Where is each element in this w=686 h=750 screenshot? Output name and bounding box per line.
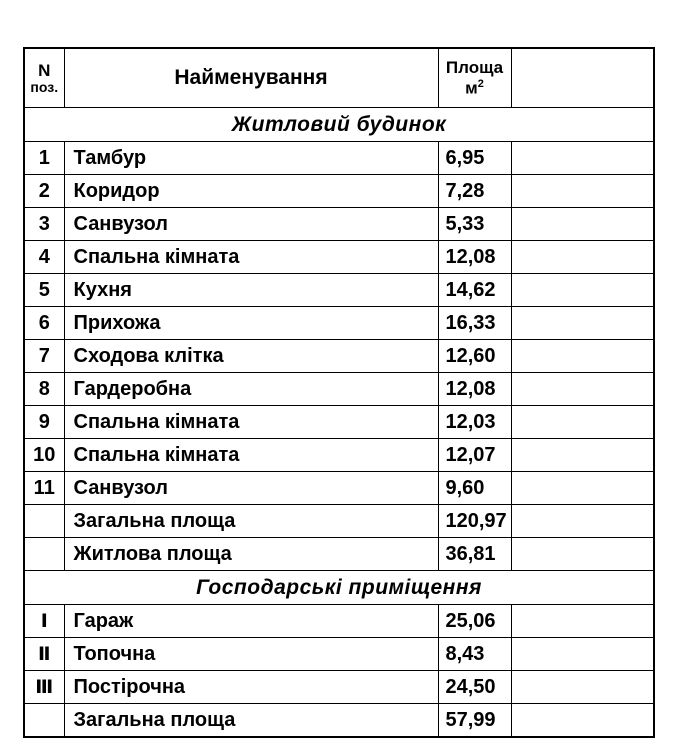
table-row	[24, 241, 654, 274]
pos-cell: Ⅲ	[24, 671, 64, 704]
note-cell	[511, 241, 654, 274]
pos-cell: 7	[24, 340, 64, 373]
pos-cell: 2	[24, 175, 64, 208]
table-row	[24, 638, 654, 671]
name-cell: Тамбур	[64, 142, 438, 175]
total-value: 36,81	[438, 538, 511, 571]
total-value: 57,99	[438, 704, 511, 738]
name-cell: Гараж	[64, 605, 438, 638]
total-row	[24, 704, 654, 738]
area-cell: 12,08	[438, 241, 511, 274]
total-label: Загальна площа	[64, 505, 438, 538]
note-cell	[511, 472, 654, 505]
pos-cell: Ⅰ	[24, 605, 64, 638]
header-name-label: Найменування	[174, 66, 328, 89]
table-row	[24, 307, 654, 340]
area-cell: 12,08	[438, 373, 511, 406]
note-cell	[511, 605, 654, 638]
pos-cell: 5	[24, 274, 64, 307]
note-cell	[511, 274, 654, 307]
section-title-residential: Житловий будинок	[24, 108, 654, 142]
pos-cell-empty	[24, 538, 64, 571]
area-cell: 24,50	[438, 671, 511, 704]
note-cell	[511, 175, 654, 208]
name-cell: Гардеробна	[64, 373, 438, 406]
area-cell: 8,43	[438, 638, 511, 671]
note-cell	[511, 505, 654, 538]
note-cell	[511, 638, 654, 671]
pos-cell: 10	[24, 439, 64, 472]
name-cell: Санвузол	[64, 472, 438, 505]
name-cell: Сходова клітка	[64, 340, 438, 373]
pos-cell: 1	[24, 142, 64, 175]
note-cell	[511, 307, 654, 340]
note-cell	[511, 142, 654, 175]
total-value: 120,97	[438, 505, 511, 538]
header-note-cell	[511, 48, 654, 108]
header-pos-cell	[24, 48, 64, 108]
table-row	[24, 472, 654, 505]
table-row	[24, 439, 654, 472]
note-cell	[511, 373, 654, 406]
header-name-cell	[64, 48, 438, 108]
header-area-label: Площа	[445, 58, 504, 78]
total-row	[24, 538, 654, 571]
room-area-table	[23, 47, 655, 738]
table-row	[24, 142, 654, 175]
total-label: Житлова площа	[64, 538, 438, 571]
area-cell: 7,28	[438, 175, 511, 208]
name-cell: Прихожа	[64, 307, 438, 340]
area-cell: 12,07	[438, 439, 511, 472]
pos-cell: 9	[24, 406, 64, 439]
header-area-cell	[438, 48, 511, 108]
table-row	[24, 605, 654, 638]
table-row	[24, 274, 654, 307]
note-cell	[511, 208, 654, 241]
area-cell: 5,33	[438, 208, 511, 241]
note-cell	[511, 406, 654, 439]
table-row	[24, 671, 654, 704]
note-cell	[511, 439, 654, 472]
pos-cell-empty	[24, 505, 64, 538]
header-pos-label-n: N	[38, 60, 51, 80]
total-row	[24, 505, 654, 538]
area-cell: 25,06	[438, 605, 511, 638]
pos-cell: 6	[24, 307, 64, 340]
note-cell	[511, 704, 654, 738]
area-cell: 12,03	[438, 406, 511, 439]
area-cell: 14,62	[438, 274, 511, 307]
section-title-row	[24, 571, 654, 605]
pos-cell: 11	[24, 472, 64, 505]
total-label: Загальна площа	[64, 704, 438, 738]
name-cell: Спальна кімната	[64, 241, 438, 274]
table-row	[24, 208, 654, 241]
pos-cell-empty	[24, 704, 64, 738]
section-title-utility: Господарські приміщення	[24, 571, 654, 605]
area-cell: 9,60	[438, 472, 511, 505]
name-cell: Спальна кімната	[64, 406, 438, 439]
name-cell: Кухня	[64, 274, 438, 307]
table-row	[24, 373, 654, 406]
header-area-unit: $м^2$	[465, 77, 484, 98]
pos-cell: Ⅱ	[24, 638, 64, 671]
table-row	[24, 175, 654, 208]
section-title-row	[24, 108, 654, 142]
table-row	[24, 340, 654, 373]
name-cell: Санвузол	[64, 208, 438, 241]
area-cell: 12,60	[438, 340, 511, 373]
pos-cell: 3	[24, 208, 64, 241]
table-header-row	[24, 48, 654, 108]
header-pos-label-poz: поз.	[30, 78, 59, 95]
name-cell: Топочна	[64, 638, 438, 671]
pos-cell: 8	[24, 373, 64, 406]
area-cell: 6,95	[438, 142, 511, 175]
name-cell: Постірочна	[64, 671, 438, 704]
note-cell	[511, 340, 654, 373]
name-cell: Коридор	[64, 175, 438, 208]
area-cell: 16,33	[438, 307, 511, 340]
table-row	[24, 406, 654, 439]
note-cell	[511, 538, 654, 571]
note-cell	[511, 671, 654, 704]
name-cell: Спальна кімната	[64, 439, 438, 472]
pos-cell: 4	[24, 241, 64, 274]
